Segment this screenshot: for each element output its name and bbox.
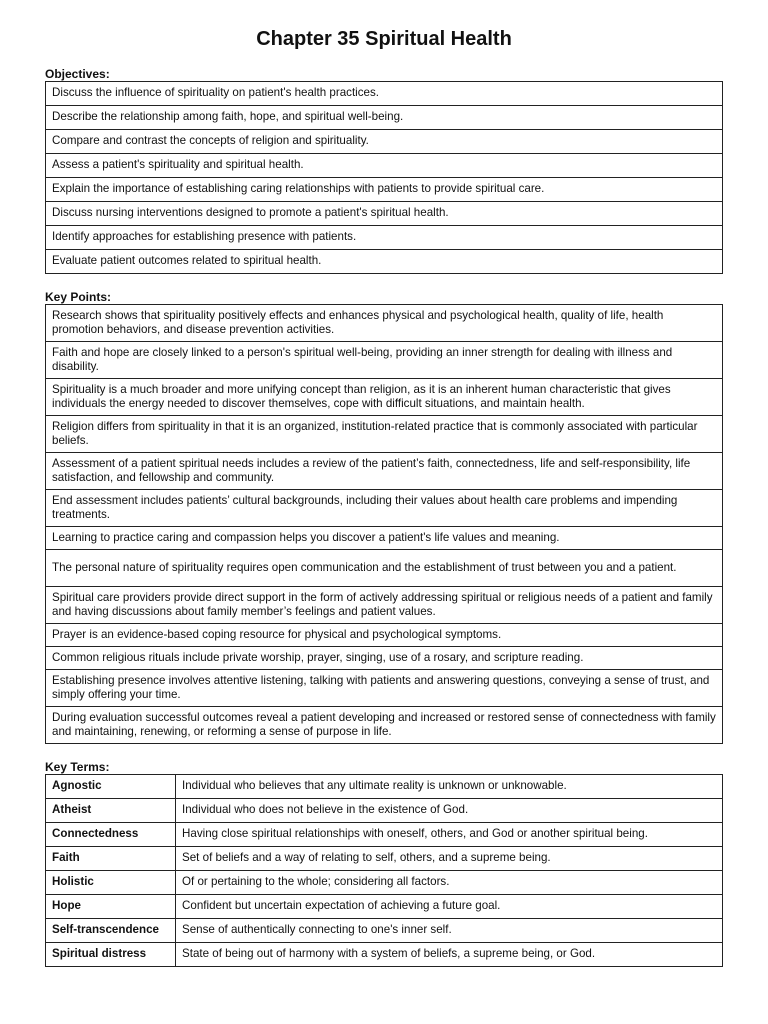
table-row — [46, 154, 723, 178]
table-row — [46, 707, 723, 744]
objective-item: Compare and contrast the concepts of religion and spirituality. — [46, 130, 723, 154]
key-term: Holistic — [46, 871, 176, 895]
table-row — [46, 178, 723, 202]
key-term: Atheist — [46, 799, 176, 823]
table-row — [46, 250, 723, 274]
key-terms-heading: Key Terms: — [45, 760, 110, 774]
key-points-heading: Key Points: — [45, 290, 112, 304]
key-point-item: The personal nature of spirituality requires open communication and the establishment of trust between you and a patient. — [46, 550, 723, 587]
table-row — [46, 550, 723, 587]
key-point-item: End assessment includes patients’ cultural backgrounds, including their values about health care problems and impending treatments. — [46, 490, 723, 527]
key-point-item: Religion differs from spirituality in that it is an organized, institution-related practice that is commonly associated with particular beliefs. — [46, 416, 723, 453]
key-point-item: Learning to practice caring and compassion helps you discover a patient's life values and meaning. — [46, 527, 723, 550]
objective-item: Discuss the influence of spirituality on patient's health practices. — [46, 82, 723, 106]
table-row — [46, 130, 723, 154]
key-points-table — [45, 304, 723, 744]
key-point-item: Prayer is an evidence-based coping resource for physical and psychological symptoms. — [46, 624, 723, 647]
key-term-definition: Sense of authentically connecting to one's inner self. — [176, 919, 723, 943]
key-point-item: Spiritual care providers provide direct support in the form of actively addressing spiritual or religious needs of a patient and family and having discussions about family member’s feelings and patient values. — [46, 587, 723, 624]
table-row — [46, 943, 723, 967]
table-row — [46, 823, 723, 847]
key-point-item: Faith and hope are closely linked to a person's spiritual well-being, providing an inner strength for dealing with illness and disability. — [46, 342, 723, 379]
key-term-definition: State of being out of harmony with a system of beliefs, a supreme being, or God. — [176, 943, 723, 967]
key-term-definition: Confident but uncertain expectation of achieving a future goal. — [176, 895, 723, 919]
table-row — [46, 647, 723, 670]
table-row — [46, 919, 723, 943]
key-term: Agnostic — [46, 775, 176, 799]
objective-item: Describe the relationship among faith, hope, and spiritual well-being. — [46, 106, 723, 130]
table-row — [46, 847, 723, 871]
key-term: Hope — [46, 895, 176, 919]
key-term: Spiritual distress — [46, 943, 176, 967]
objective-item: Evaluate patient outcomes related to spiritual health. — [46, 250, 723, 274]
objectives-table — [45, 81, 723, 274]
key-point-item: Research shows that spirituality positively effects and enhances physical and psychological health, quality of life, health promotion behaviors, and disease prevention activities. — [46, 305, 723, 342]
key-point-item: Spirituality is a much broader and more unifying concept than religion, as it is an inherent human characteristic that gives individuals the energy needed to discover themselves, cope with difficult situations, and maintain health. — [46, 379, 723, 416]
key-term: Faith — [46, 847, 176, 871]
table-row — [46, 379, 723, 416]
objective-item: Discuss nursing interventions designed to promote a patient's spiritual health. — [46, 202, 723, 226]
table-row — [46, 871, 723, 895]
key-point-item: Establishing presence involves attentive listening, talking with patients and answering questions, conveying a sense of trust, and simply offering your time. — [46, 670, 723, 707]
key-term-definition: Individual who does not believe in the existence of God. — [176, 799, 723, 823]
objective-item: Assess a patient's spirituality and spiritual health. — [46, 154, 723, 178]
table-row — [46, 490, 723, 527]
key-term: Self-transcendence — [46, 919, 176, 943]
table-row — [46, 799, 723, 823]
key-point-item: Assessment of a patient spiritual needs includes a review of the patient’s faith, connectedness, life and self-responsibility, life satisfaction, and fellowship and community. — [46, 453, 723, 490]
table-row — [46, 106, 723, 130]
objectives-heading: Objectives: — [45, 67, 110, 81]
table-row — [46, 202, 723, 226]
key-point-item: Common religious rituals include private worship, prayer, singing, use of a rosary, and scripture reading. — [46, 647, 723, 670]
key-point-item: During evaluation successful outcomes reveal a patient developing and increased or restored sense of connectedness with family and maintaining, renewing, or reforming a sense of purpose in life. — [46, 707, 723, 744]
table-row — [46, 895, 723, 919]
table-row — [46, 775, 723, 799]
objective-item: Explain the importance of establishing caring relationships with patients to provide spiritual care. — [46, 178, 723, 202]
table-row — [46, 82, 723, 106]
table-row — [46, 670, 723, 707]
key-terms-table — [45, 774, 723, 967]
table-row — [46, 624, 723, 647]
table-row — [46, 416, 723, 453]
key-term: Connectedness — [46, 823, 176, 847]
table-row — [46, 342, 723, 379]
objective-item: Identify approaches for establishing presence with patients. — [46, 226, 723, 250]
key-term-definition: Set of beliefs and a way of relating to self, others, and a supreme being. — [176, 847, 723, 871]
page-title: Chapter 35 Spiritual Health — [256, 28, 512, 50]
table-row — [46, 587, 723, 624]
table-row — [46, 305, 723, 342]
key-term-definition: Of or pertaining to the whole; considering all factors. — [176, 871, 723, 895]
table-row — [46, 527, 723, 550]
table-row — [46, 226, 723, 250]
key-term-definition: Having close spiritual relationships with oneself, others, and God or another spiritual being. — [176, 823, 723, 847]
key-term-definition: Individual who believes that any ultimate reality is unknown or unknowable. — [176, 775, 723, 799]
table-row — [46, 453, 723, 490]
